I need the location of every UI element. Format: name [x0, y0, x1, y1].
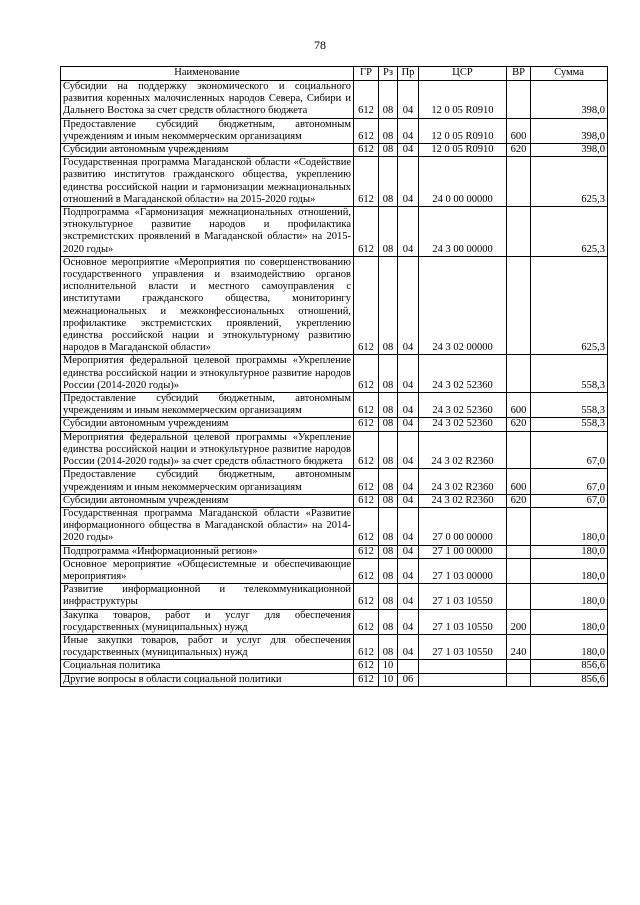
cell-vr: 600: [507, 469, 531, 494]
cell-pr: 04: [398, 418, 419, 431]
table-row: [61, 558, 608, 583]
header-name: Наименование: [61, 67, 354, 81]
cell-pr: 04: [398, 558, 419, 583]
cell-gr: 612: [354, 256, 379, 355]
cell-sum: 67,0: [531, 469, 608, 494]
cell-sum: 558,3: [531, 355, 608, 393]
cell-gr: 612: [354, 660, 379, 673]
cell-pr: 04: [398, 469, 419, 494]
cell-sum: 180,0: [531, 558, 608, 583]
cell-name: Субсидии автономным учреждениям: [61, 418, 354, 431]
cell-vr: [507, 660, 531, 673]
table-row: [61, 256, 608, 355]
cell-rz: 08: [379, 355, 398, 393]
cell-name: Государственная программа Магаданской области «Развитие информационного общества в Магаданской области» на 2014-2020 годы»: [61, 507, 354, 545]
cell-sum: 398,0: [531, 118, 608, 143]
cell-csr: 27 1 03 00000: [419, 558, 507, 583]
cell-gr: 612: [354, 355, 379, 393]
cell-rz: 08: [379, 545, 398, 558]
cell-vr: [507, 545, 531, 558]
cell-vr: 240: [507, 634, 531, 659]
cell-rz: 08: [379, 609, 398, 634]
cell-name: Мероприятия федеральной целевой программы «Укрепление единства российской нации и этнокультурное развитие народов России (2014-2020 годы)»: [61, 355, 354, 393]
cell-name: Иные закупки товаров, работ и услуг для обеспечения государственных (муниципальных) нужд: [61, 634, 354, 659]
cell-rz: 08: [379, 207, 398, 257]
cell-gr: 612: [354, 634, 379, 659]
cell-csr: 12 0 05 R0910: [419, 144, 507, 157]
cell-sum: 558,3: [531, 418, 608, 431]
cell-pr: 04: [398, 609, 419, 634]
table-row: [61, 118, 608, 143]
table-row: [61, 469, 608, 494]
cell-name: Развитие информационной и телекоммуникационной инфраструктуры: [61, 584, 354, 609]
cell-name: Подпрограмма «Гармонизация межнациональных отношений, этнокультурное развитие народов и профилактика экстремистских проявлений в Магаданской области» на 2015-2020 годы»: [61, 207, 354, 257]
cell-csr: 27 1 03 10550: [419, 634, 507, 659]
table-row: [61, 81, 608, 119]
cell-pr: 04: [398, 157, 419, 207]
cell-vr: [507, 558, 531, 583]
table-body: [61, 81, 608, 687]
table-row: [61, 634, 608, 659]
cell-sum: 398,0: [531, 144, 608, 157]
cell-vr: 200: [507, 609, 531, 634]
cell-vr: [507, 157, 531, 207]
cell-gr: 612: [354, 81, 379, 119]
header-vr: ВР: [507, 67, 531, 81]
cell-pr: 04: [398, 207, 419, 257]
cell-sum: 180,0: [531, 609, 608, 634]
cell-vr: 620: [507, 144, 531, 157]
cell-sum: 180,0: [531, 545, 608, 558]
table-row: [61, 418, 608, 431]
cell-pr: 04: [398, 355, 419, 393]
cell-csr: 27 1 03 10550: [419, 609, 507, 634]
cell-csr: 12 0 05 R0910: [419, 118, 507, 143]
cell-name: Другие вопросы в области социальной политики: [61, 673, 354, 686]
cell-csr: 24 3 02 52360: [419, 355, 507, 393]
cell-gr: 612: [354, 144, 379, 157]
table-row: [61, 355, 608, 393]
cell-gr: 612: [354, 673, 379, 686]
cell-gr: 612: [354, 118, 379, 143]
cell-pr: 06: [398, 673, 419, 686]
cell-csr: 27 1 00 00000: [419, 545, 507, 558]
cell-csr: 24 0 00 00000: [419, 157, 507, 207]
cell-sum: 625,3: [531, 207, 608, 257]
cell-pr: [398, 660, 419, 673]
cell-rz: 08: [379, 144, 398, 157]
header-row: [61, 67, 608, 81]
cell-pr: 04: [398, 144, 419, 157]
cell-csr: 27 0 00 00000: [419, 507, 507, 545]
cell-gr: 612: [354, 507, 379, 545]
cell-gr: 612: [354, 494, 379, 507]
cell-gr: 612: [354, 157, 379, 207]
cell-pr: 04: [398, 256, 419, 355]
cell-rz: 08: [379, 584, 398, 609]
cell-rz: 08: [379, 418, 398, 431]
cell-vr: [507, 81, 531, 119]
cell-vr: [507, 431, 531, 469]
cell-pr: 04: [398, 507, 419, 545]
table-row: [61, 609, 608, 634]
cell-vr: 600: [507, 118, 531, 143]
cell-sum: 180,0: [531, 507, 608, 545]
cell-csr: 24 3 02 52360: [419, 418, 507, 431]
cell-rz: 08: [379, 256, 398, 355]
cell-sum: 856,6: [531, 660, 608, 673]
cell-vr: 620: [507, 494, 531, 507]
header-rz: Рз: [379, 67, 398, 81]
cell-name: Социальная политика: [61, 660, 354, 673]
cell-rz: 08: [379, 494, 398, 507]
header-gr: ГР: [354, 67, 379, 81]
cell-csr: 27 1 03 10550: [419, 584, 507, 609]
cell-rz: 08: [379, 118, 398, 143]
cell-name: Предоставление субсидий бюджетным, автономным учреждениям и иным некоммерческим организациям: [61, 469, 354, 494]
cell-sum: 67,0: [531, 494, 608, 507]
header-sum: Сумма: [531, 67, 608, 81]
table-row: [61, 545, 608, 558]
cell-pr: 04: [398, 545, 419, 558]
table-header: [61, 67, 608, 81]
table-row: [61, 393, 608, 418]
cell-gr: 612: [354, 431, 379, 469]
cell-rz: 08: [379, 157, 398, 207]
cell-name: Подпрограмма «Информационный регион»: [61, 545, 354, 558]
page-number: 78: [314, 38, 326, 52]
cell-rz: 08: [379, 469, 398, 494]
cell-vr: [507, 673, 531, 686]
cell-csr: 24 3 02 00000: [419, 256, 507, 355]
cell-gr: 612: [354, 545, 379, 558]
header-pr: Пр: [398, 67, 419, 81]
cell-pr: 04: [398, 81, 419, 119]
table-row: [61, 494, 608, 507]
cell-vr: [507, 507, 531, 545]
cell-vr: [507, 584, 531, 609]
cell-csr: 24 3 02 R2360: [419, 469, 507, 494]
cell-gr: 612: [354, 418, 379, 431]
cell-rz: 10: [379, 660, 398, 673]
cell-rz: 08: [379, 634, 398, 659]
cell-gr: 612: [354, 558, 379, 583]
cell-pr: 04: [398, 634, 419, 659]
budget-table: [60, 66, 608, 687]
cell-sum: 180,0: [531, 634, 608, 659]
table-row: [61, 207, 608, 257]
cell-sum: 856,6: [531, 673, 608, 686]
cell-name: Предоставление субсидий бюджетным, автономным учреждениям и иным некоммерческим организациям: [61, 393, 354, 418]
cell-gr: 612: [354, 609, 379, 634]
cell-pr: 04: [398, 393, 419, 418]
cell-csr: 12 0 05 R0910: [419, 81, 507, 119]
cell-vr: [507, 256, 531, 355]
cell-csr: [419, 673, 507, 686]
header-csr: ЦСР: [419, 67, 507, 81]
cell-name: Закупка товаров, работ и услуг для обеспечения государственных (муниципальных) нужд: [61, 609, 354, 634]
cell-name: Основное мероприятие «Общесистемные и обеспечивающие мероприятия»: [61, 558, 354, 583]
cell-name: Основное мероприятие «Мероприятия по совершенствованию государственного управления и взаимодействию органов исполнительной власти и местного самоуправления с институтами гражданского общества, мониторингу межнациональных и межконфессиональных отношений, профилактике экстремистских проявлений, укреплению единства российской нации и этнокультурному развитию народов в Магаданской области»: [61, 256, 354, 355]
cell-name: Предоставление субсидий бюджетным, автономным учреждениям и иным некоммерческим организациям: [61, 118, 354, 143]
cell-gr: 612: [354, 584, 379, 609]
table-row: [61, 660, 608, 673]
table-row: [61, 507, 608, 545]
cell-rz: 08: [379, 558, 398, 583]
cell-vr: 600: [507, 393, 531, 418]
cell-name: Субсидии автономным учреждениям: [61, 494, 354, 507]
cell-vr: [507, 355, 531, 393]
table-row: [61, 157, 608, 207]
cell-sum: 625,3: [531, 157, 608, 207]
cell-rz: 08: [379, 393, 398, 418]
cell-pr: 04: [398, 494, 419, 507]
cell-name: Субсидии на поддержку экономического и социального развития коренных малочисленных народов Севера, Сибири и Дальнего Востока за счет средств областного бюджета: [61, 81, 354, 119]
cell-csr: 24 3 02 R2360: [419, 494, 507, 507]
cell-rz: 08: [379, 507, 398, 545]
cell-csr: [419, 660, 507, 673]
cell-name: Мероприятия федеральной целевой программы «Укрепление единства российской нации и этнокультурное развитие народов России (2014-2020 годы)» за счет средств областного бюджета: [61, 431, 354, 469]
table-row: [61, 673, 608, 686]
cell-name: Государственная программа Магаданской области «Содействие развитию институтов гражданского общества, укреплению единства российской нации и гармонизации межнациональных отношений в Магаданской области» на 2015-2020 годы»: [61, 157, 354, 207]
cell-gr: 612: [354, 469, 379, 494]
cell-name: Субсидии автономным учреждениям: [61, 144, 354, 157]
cell-sum: 180,0: [531, 584, 608, 609]
cell-pr: 04: [398, 584, 419, 609]
table-row: [61, 584, 608, 609]
cell-gr: 612: [354, 207, 379, 257]
cell-sum: 398,0: [531, 81, 608, 119]
cell-vr: 620: [507, 418, 531, 431]
cell-rz: 10: [379, 673, 398, 686]
cell-csr: 24 3 02 R2360: [419, 431, 507, 469]
cell-vr: [507, 207, 531, 257]
cell-sum: 625,3: [531, 256, 608, 355]
table-row: [61, 431, 608, 469]
cell-csr: 24 3 02 52360: [419, 393, 507, 418]
cell-sum: 67,0: [531, 431, 608, 469]
cell-pr: 04: [398, 431, 419, 469]
cell-rz: 08: [379, 431, 398, 469]
cell-csr: 24 3 00 00000: [419, 207, 507, 257]
cell-rz: 08: [379, 81, 398, 119]
cell-pr: 04: [398, 118, 419, 143]
cell-sum: 558,3: [531, 393, 608, 418]
table-row: [61, 144, 608, 157]
cell-gr: 612: [354, 393, 379, 418]
